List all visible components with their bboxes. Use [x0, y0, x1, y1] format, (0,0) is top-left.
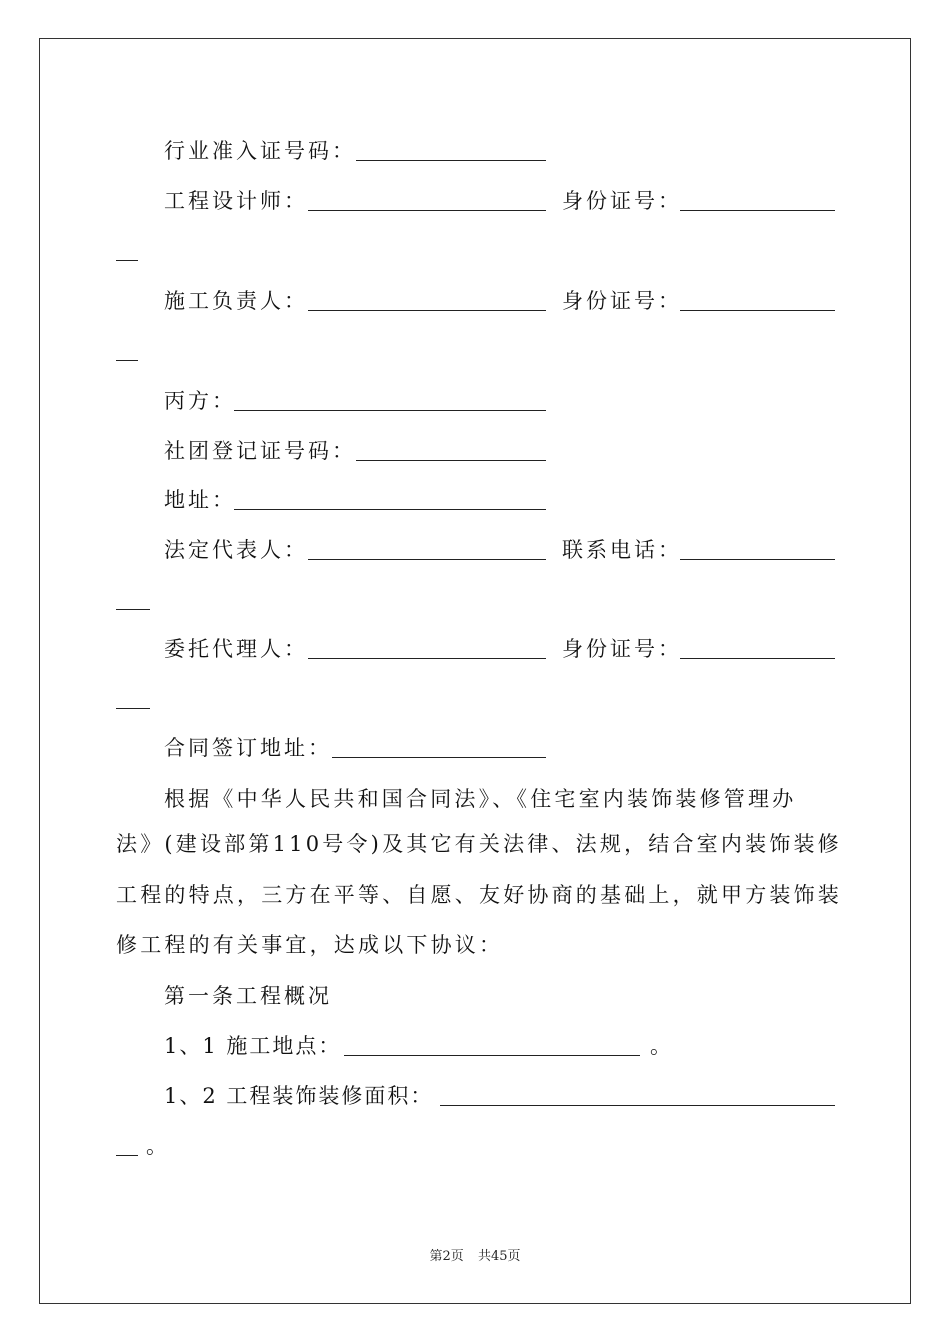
- area-blank[interactable]: [440, 1105, 835, 1106]
- item-1-1-label: 1、1 施工地点：: [164, 1034, 342, 1058]
- society-reg-blank[interactable]: [356, 460, 546, 461]
- license-number-label: 行业准入证号码：: [164, 139, 356, 163]
- designer-id-blank[interactable]: [680, 210, 835, 211]
- paragraph-line: 修工程的有关事宜，达成以下协议：: [116, 933, 504, 957]
- phone-blank-cont[interactable]: [116, 609, 150, 610]
- site-location-blank[interactable]: [344, 1055, 640, 1056]
- item-1-2-text: 1、2 工程装饰装修面积：: [164, 1084, 434, 1108]
- address-label: 地址：: [164, 488, 236, 512]
- phone-label: 联系电话：: [562, 538, 682, 562]
- designer-blank[interactable]: [308, 210, 546, 211]
- address-blank[interactable]: [234, 509, 546, 510]
- sign-address-blank[interactable]: [332, 757, 546, 758]
- agent-id-label: 身份证号：: [562, 637, 682, 661]
- article-1-title: 第一条工程概况: [164, 984, 332, 1008]
- paragraph-line: 法》(建设部第110号令)及其它有关法律、法规，结合室内装饰装修: [116, 832, 842, 856]
- page-number: 第2页: [429, 1249, 464, 1264]
- agent-blank[interactable]: [308, 658, 546, 659]
- designer-id-label: 身份证号：: [562, 189, 682, 213]
- site-manager-id-label: 身份证号：: [562, 289, 682, 313]
- license-number-blank[interactable]: [356, 160, 546, 161]
- item-1-2-end: 。: [146, 1134, 170, 1158]
- society-reg-label: 社团登记证号码：: [164, 439, 356, 463]
- paragraph-line: 根据《中华人民共和国合同法》、《住宅室内装饰装修管理办: [164, 787, 797, 811]
- phone-blank[interactable]: [680, 559, 835, 560]
- page-border: [39, 38, 911, 1304]
- site-manager-blank[interactable]: [308, 310, 546, 311]
- area-blank-cont[interactable]: [116, 1155, 138, 1156]
- designer-id-blank-cont[interactable]: [116, 260, 138, 261]
- agent-id-blank[interactable]: [680, 658, 835, 659]
- party-c-label: 丙方：: [164, 389, 236, 413]
- sign-address-label: 合同签订地址：: [164, 736, 332, 760]
- total-pages: 共45页: [477, 1249, 521, 1264]
- site-manager-id-blank[interactable]: [680, 310, 835, 311]
- agent-id-blank-cont[interactable]: [116, 708, 150, 709]
- agent-label: 委托代理人：: [164, 637, 308, 661]
- designer-label: 工程设计师：: [164, 189, 308, 213]
- page-footer: [0, 1245, 950, 1264]
- legal-rep-label: 法定代表人：: [164, 538, 308, 562]
- legal-rep-blank[interactable]: [308, 559, 546, 560]
- site-manager-id-blank-cont[interactable]: [116, 360, 138, 361]
- paragraph-line: 工程的特点，三方在平等、自愿、友好协商的基础上，就甲方装饰装: [116, 883, 842, 907]
- site-manager-label: 施工负责人：: [164, 289, 308, 313]
- item-1-1-end: 。: [650, 1034, 674, 1058]
- party-c-blank[interactable]: [234, 410, 546, 411]
